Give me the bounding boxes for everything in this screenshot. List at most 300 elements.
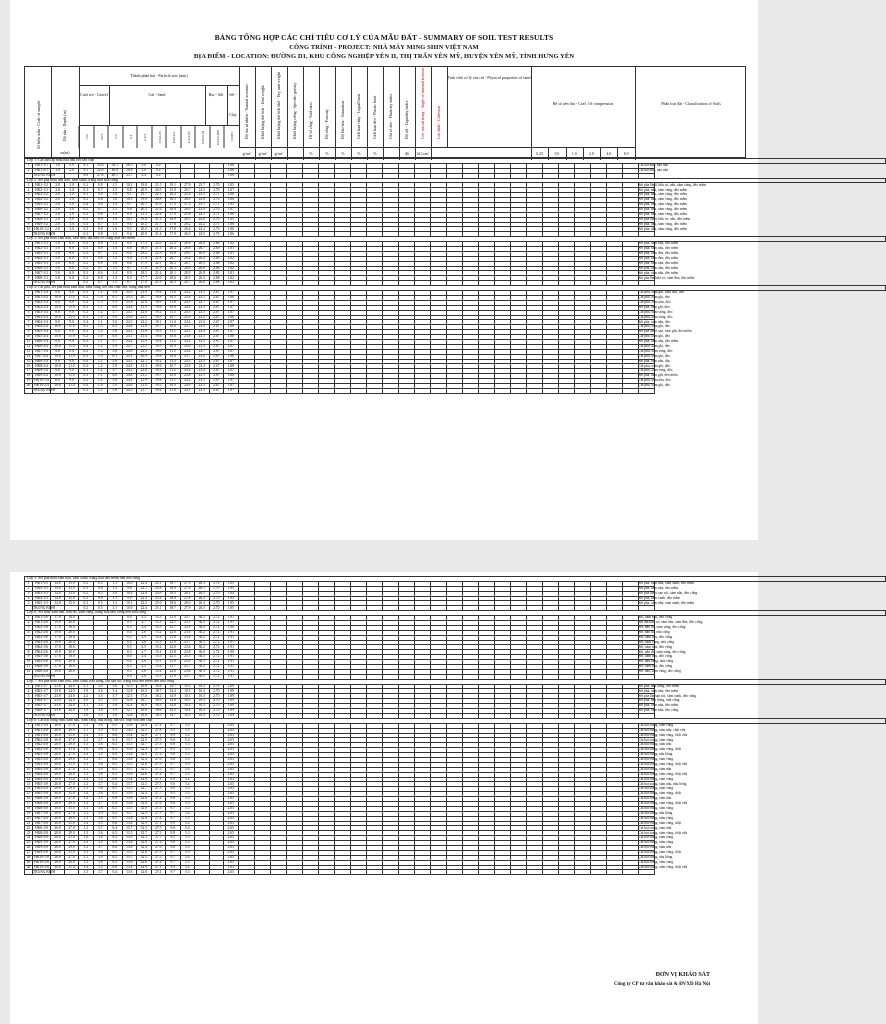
sample-code: HK2-3/8 — [33, 748, 51, 753]
value-cell: 27.4 — [151, 860, 166, 865]
value-cell: 36.2 — [195, 665, 210, 670]
value-cell: 2.67 — [209, 310, 224, 315]
classification-cell: Cát hạt trung, xám vàng — [638, 737, 674, 742]
value-cell: 13.7 — [122, 782, 137, 787]
value-cell: 1.81 — [224, 251, 239, 256]
value-cell: 3.5 — [93, 797, 108, 802]
depth-from: 23.8 — [51, 709, 65, 714]
classification-cell: Sét pha, xám đen, dẻo mềm — [638, 256, 679, 260]
classification-cell: Cát hạt trung, xám vàng, chặt vừa — [638, 801, 688, 806]
value-cell: 13.7 — [122, 738, 137, 743]
value-cell: 5.3 — [180, 850, 195, 855]
value-cell: 0.4 — [79, 383, 94, 388]
value-cell: 2.1 — [79, 704, 94, 709]
value-cell: 2.72 — [209, 655, 224, 660]
value-cell: 1.3 — [93, 300, 108, 305]
value-cell: 1.3 — [79, 816, 94, 821]
value-cell: 26.0 — [180, 207, 195, 212]
depth-from: 5.8 — [51, 271, 65, 276]
value-cell: 0.3 — [79, 256, 94, 261]
size-range-label: 5-2 — [108, 126, 124, 148]
value-cell: 1.4 — [79, 753, 94, 758]
empty-cell — [590, 388, 606, 393]
value-cell: 21.9 — [137, 291, 152, 296]
classification-cell: Cát pha, xám ghi, dẻo — [638, 383, 671, 388]
classification-cell: Cát hạt trung, xám vàng — [638, 776, 674, 781]
value-cell: 23.3 — [195, 388, 210, 393]
value-cell: 21.5 — [151, 227, 166, 232]
value-cell: 2.67 — [209, 364, 224, 369]
depth-to: 15.0 — [65, 596, 79, 601]
value-cell: 0.7 — [93, 281, 108, 286]
value-cell: 32.5 — [137, 826, 152, 831]
value-cell: 2.72 — [209, 665, 224, 670]
project-name: NHÀ MÁY MING SHIN VIỆT NAM — [372, 44, 479, 51]
value-cell: 21.3 — [137, 305, 152, 310]
value-cell: 3.6 — [93, 743, 108, 748]
value-cell: 1.88 — [224, 364, 239, 369]
classification-cell: Sét pha, nâu, xám vàng, dẻo mềm — [638, 226, 688, 231]
value-cell: 1.1 — [93, 374, 108, 379]
value-cell: 22.3 — [151, 251, 166, 256]
value-cell: 13.6 — [122, 860, 137, 865]
value-cell: 3.6 — [93, 860, 108, 865]
value-cell: 5.3 — [180, 743, 195, 748]
value-cell: 22.4 — [137, 581, 152, 586]
row-index: 12 — [25, 669, 33, 674]
depth-to: 3.0 — [65, 217, 79, 222]
value-cell: 13.5 — [122, 743, 137, 748]
value-cell: 3.8 — [93, 836, 108, 841]
value-cell: 25.3 — [122, 295, 137, 300]
value-cell: 28.7 — [180, 281, 195, 286]
value-cell: 10.3 — [180, 713, 195, 718]
row-index: 4 — [25, 256, 33, 261]
value-cell: 1.82 — [224, 281, 239, 286]
value-cell: 26.3 — [195, 606, 210, 611]
depth-from: 28.8 — [51, 772, 65, 777]
value-cell: 13.6 — [122, 816, 137, 821]
value-cell: 32.6 — [137, 797, 152, 802]
value-cell: 21.9 — [166, 640, 181, 645]
value-cell: 1.6 — [108, 198, 123, 203]
value-cell: 1.2 — [79, 826, 94, 831]
depth-to: 11.0 — [65, 305, 79, 310]
value-cell: 24.5 — [195, 188, 210, 193]
value-cell: 14.4 — [166, 689, 181, 694]
value-cell: 20.5 — [137, 207, 152, 212]
value-cell: 0.8 — [93, 227, 108, 232]
section-label: Lớp 6: Sét màu xám nâu, nâu đỏ, xám vàng, trạng thái dẻo cứng đến nửa cứng — [25, 611, 886, 616]
value-cell: 0.2 — [79, 281, 94, 286]
value-cell: 21.4 — [137, 335, 152, 340]
value-cell: 2.70 — [209, 591, 224, 596]
row-index: 30 — [25, 865, 33, 870]
empty-cell — [574, 388, 590, 393]
value-cell: 1.82 — [224, 276, 239, 281]
value-cell: 27.4 — [151, 816, 166, 821]
value-cell: 36.1 — [195, 640, 210, 645]
classification-cell: Sét pha, nâu, xám vàng, dẻo mềm — [638, 207, 688, 212]
value-cell: 27.6 — [151, 845, 166, 850]
value-cell: 3.5 — [93, 733, 108, 738]
value-cell: 1.91 — [224, 669, 239, 674]
header-friction: Góc ma sát trong - Angle of internal friction — [415, 67, 432, 147]
value-cell: 27.7 — [151, 748, 166, 753]
value-cell: 1.86 — [224, 232, 239, 237]
value-cell: 5.8 — [108, 388, 123, 393]
value-cell: 0.5 — [122, 625, 137, 630]
value-cell: 2.65 — [224, 860, 239, 865]
pressure-label: 0.25 — [531, 148, 549, 160]
sample-code: HK6-1/7 — [33, 709, 51, 714]
value-cell: 5.3 — [180, 860, 195, 865]
value-cell: 28.1 — [180, 591, 195, 596]
value-cell: 15.1 — [151, 621, 166, 626]
value-cell: 17.0 — [137, 694, 152, 699]
value-cell: 2.65 — [224, 821, 239, 826]
value-cell: 1.0 — [137, 168, 152, 173]
page-1 — [10, 0, 758, 540]
value-cell: 24.5 — [180, 300, 195, 305]
value-cell: 0.3 — [122, 650, 137, 655]
row-index: 3 — [25, 251, 33, 256]
row-index: 20 — [25, 383, 33, 388]
value-cell: 20.1 — [137, 203, 152, 208]
value-cell: 22.0 — [151, 242, 166, 247]
value-cell: 2.68 — [209, 251, 224, 256]
value-cell: 0.7 — [93, 222, 108, 227]
classification-cell: Sét pha, xám nâu, dẻo mềm — [638, 585, 679, 590]
value-cell: 27.7 — [151, 792, 166, 797]
value-cell: 2.70 — [209, 699, 224, 704]
value-cell: 0.2 — [79, 183, 94, 188]
depth-from: 10.8 — [51, 344, 65, 349]
depth-from: 8.8 — [51, 291, 65, 296]
value-cell: 23.5 — [195, 379, 210, 384]
value-cell: 5.3 — [180, 787, 195, 792]
row-index: 7 — [25, 271, 33, 276]
value-cell: 32.8 — [137, 806, 152, 811]
value-cell: 18.3 — [151, 704, 166, 709]
signature-org: ĐƠN VỊ KHẢO SÁT — [655, 972, 710, 978]
value-cell: 0.3 — [122, 669, 137, 674]
depth-to: 9.0 — [65, 369, 79, 374]
table-row — [25, 388, 886, 393]
value-cell: 9.8 — [166, 841, 181, 846]
value-cell: 1.87 — [224, 305, 239, 310]
depth-to: 3.0 — [65, 183, 79, 188]
value-cell: 1.4 — [108, 203, 123, 208]
depth-from: 26.8 — [51, 738, 65, 743]
value-cell: 17.6 — [137, 256, 152, 261]
value-cell: 13.5 — [122, 762, 137, 767]
value-cell: 22.0 — [166, 669, 181, 674]
value-cell: 21.8 — [166, 635, 181, 640]
value-cell: 16.2 — [195, 709, 210, 714]
value-cell: 13.4 — [122, 777, 137, 782]
value-cell: 23.4 — [195, 369, 210, 374]
value-cell: 36.3 — [195, 655, 210, 660]
sample-code: HK7-1/8 — [33, 811, 51, 816]
depth-to: 9.0 — [65, 330, 79, 335]
value-cell: 2.65 — [224, 870, 239, 875]
value-cell: 26.5 — [195, 276, 210, 281]
empty-cell — [398, 388, 414, 393]
value-cell: 34.1 — [108, 163, 123, 168]
value-cell: 11.0 — [166, 291, 181, 296]
value-cell: 11.3 — [166, 359, 181, 364]
header-plasticity-index: Chỉ số dẻo - Plasticity index — [383, 67, 400, 147]
value-cell: 2.70 — [209, 188, 224, 193]
value-cell: 21.7 — [151, 222, 166, 227]
value-cell: 0.2 — [79, 242, 94, 247]
value-cell: 2.70 — [209, 586, 224, 591]
classification-cell: Cát hạt trung, xám vàng — [638, 815, 674, 820]
value-cell: 21.9 — [166, 616, 181, 621]
value-cell: 15.9 — [166, 188, 181, 193]
value-cell: 3.3 — [93, 694, 108, 699]
row-index: 4 — [25, 305, 33, 310]
value-cell: 28.4 — [180, 256, 195, 261]
depth-from: 10.8 — [51, 305, 65, 310]
value-cell: 2.67 — [209, 315, 224, 320]
classification-cell: Sét pha, nâu, xám vàng, dẻo mềm — [638, 211, 688, 216]
depth-to: 24.0 — [65, 704, 79, 709]
value-cell: 18.4 — [151, 684, 166, 689]
value-cell: 25.4 — [151, 586, 166, 591]
value-cell: 1.87 — [224, 300, 239, 305]
value-cell: 1.5 — [108, 242, 123, 247]
depth-to: 9.0 — [65, 349, 79, 354]
depth-from: 5.8 — [51, 266, 65, 271]
value-cell: 18.8 — [166, 596, 181, 601]
empty-cell — [430, 388, 446, 393]
value-cell: 27.5 — [151, 811, 166, 816]
value-cell: 23.9 — [180, 660, 195, 665]
size-range-label: 0.25-0.1 — [166, 126, 182, 148]
value-cell: 9.7 — [166, 806, 181, 811]
classification-cell: Cát hạt trung, xám vàng, chặt — [638, 850, 681, 855]
classification-cell: Sét pha, xám nâu, dẻo — [638, 358, 671, 363]
value-cell: 11.4 — [166, 320, 181, 325]
depth-from: 8.8 — [51, 369, 65, 374]
depth-to: 29.0 — [65, 772, 79, 777]
depth-from: 30.8 — [51, 792, 65, 797]
row-index: 3 — [25, 733, 33, 738]
value-cell: 18.2 — [151, 694, 166, 699]
depth-to: 20.0 — [65, 660, 79, 665]
unit-label: % — [335, 148, 352, 160]
depth-to: 31.0 — [65, 821, 79, 826]
classification-cell: Cát hạt trung, xám nâu, nâu hồng — [638, 781, 687, 786]
value-cell: 1.89 — [224, 689, 239, 694]
value-cell: 1.91 — [224, 621, 239, 626]
value-cell: 1.88 — [224, 295, 239, 300]
classification-cell: Cát hạt trung, nâu hồng — [638, 752, 673, 757]
classification-cell: Sét pha, xám ghi, dẻo mềm — [638, 373, 678, 378]
classification-cell: Cát hạt nhỏ, nâu nâu — [638, 163, 669, 168]
value-cell: 0.5 — [93, 601, 108, 606]
size-range-label: 0.5-0.25 — [152, 126, 168, 148]
value-cell: 2.5 — [137, 665, 152, 670]
value-cell: 2.68 — [209, 281, 224, 286]
value-cell: 0.2 — [151, 163, 166, 168]
value-cell: 2.6 — [137, 669, 152, 674]
value-cell: 26.7 — [180, 188, 195, 193]
row-index: 28 — [25, 855, 33, 860]
value-cell: 23.7 — [180, 616, 195, 621]
sample-code: HK5-1/5 — [33, 601, 51, 606]
value-cell: 27.4 — [151, 723, 166, 728]
value-cell: 8.5 — [122, 242, 137, 247]
row-index: 1 — [25, 723, 33, 728]
value-cell: 9.6 — [166, 782, 181, 787]
value-cell: 2.6 — [137, 640, 152, 645]
value-cell: 9.8 — [166, 753, 181, 758]
value-cell: 32.7 — [137, 831, 152, 836]
depth-to: 29.0 — [65, 860, 79, 865]
value-cell: 9.6 — [166, 826, 181, 831]
value-cell: 27.5 — [151, 826, 166, 831]
value-cell: 24.2 — [180, 369, 195, 374]
sample-code: HK3-1/8 — [33, 753, 51, 758]
size-range-label: >10 — [79, 126, 95, 148]
row-index: 1 — [25, 291, 33, 296]
value-cell: 20.7 — [137, 295, 152, 300]
empty-cell — [414, 870, 430, 875]
value-cell: 1.87 — [224, 359, 239, 364]
sample-code: HK1-1/3 — [33, 242, 51, 247]
sample-code: HK5-1/3 — [33, 261, 51, 266]
value-cell: 17.6 — [166, 222, 181, 227]
value-cell: 17.7 — [137, 276, 152, 281]
value-cell: 36.2 — [195, 645, 210, 650]
value-cell: 0.7 — [93, 188, 108, 193]
classification-cell: Sét pha lẫn hữu cơ, xám đen, dẻo mềm — [638, 275, 695, 280]
value-cell: 1.3 — [93, 349, 108, 354]
value-cell: 1.2 — [79, 845, 94, 850]
value-cell: 14.5 — [166, 709, 181, 714]
value-cell: 23.1 — [195, 335, 210, 340]
value-cell: 2.68 — [209, 261, 224, 266]
value-cell: 1.1 — [79, 811, 94, 816]
value-cell: 32.9 — [137, 777, 152, 782]
classification-cell: Cát pha, xám ghi, dẻo — [638, 324, 671, 329]
location-line — [10, 53, 758, 60]
depth-to: 11.0 — [65, 344, 79, 349]
value-cell: 6.0 — [108, 374, 123, 379]
sample-code: HK1-1/5 — [33, 581, 51, 586]
value-cell: 23.2 — [195, 315, 210, 320]
value-cell: 12.5 — [122, 684, 137, 689]
classification-cell: Sét pha, nâu, xám vàng, dẻo mềm — [638, 197, 688, 202]
value-cell: 27.3 — [151, 787, 166, 792]
value-cell: 8.8 — [122, 188, 137, 193]
sample-code: HK4-2/8 — [33, 772, 51, 777]
value-cell: 1.5 — [108, 266, 123, 271]
value-cell: 0.6 — [93, 256, 108, 261]
value-cell: 23.7 — [180, 354, 195, 359]
value-cell: 21.8 — [166, 650, 181, 655]
value-cell: 2.67 — [209, 320, 224, 325]
depth-from: 2.8 — [51, 217, 65, 222]
value-cell: 2.67 — [209, 295, 224, 300]
header-specific-gravity: Khối lượng riêng - Specific gravity — [287, 67, 304, 147]
sample-code: TRUNG BÌNH — [33, 388, 56, 393]
empty-cell — [286, 870, 302, 875]
depth-to: 31.0 — [65, 850, 79, 855]
value-cell: 3.5 — [93, 699, 108, 704]
value-cell: 5.6 — [108, 713, 123, 718]
value-cell: 1.86 — [224, 198, 239, 203]
value-cell: 21.1 — [137, 212, 152, 217]
depth-from: 28.8 — [51, 743, 65, 748]
value-cell: 21.9 — [166, 674, 181, 679]
value-cell: 0.2 — [79, 261, 94, 266]
depth-from: 17.8 — [51, 645, 65, 650]
value-cell: 19.7 — [151, 325, 166, 330]
value-cell: 1.87 — [224, 291, 239, 296]
value-cell: 0.6 — [93, 596, 108, 601]
sample-code: HK5-2/8 — [33, 787, 51, 792]
value-cell: 24.7 — [122, 344, 137, 349]
value-cell: 23.5 — [195, 193, 210, 198]
classification-cell — [638, 870, 654, 875]
value-cell: 28.5 — [180, 276, 195, 281]
value-cell: 19.0 — [151, 349, 166, 354]
table-row — [25, 870, 886, 875]
classification-cell: Sét pha, nâu, xám vàng, dẻo mềm — [638, 221, 688, 226]
value-cell: 0.3 — [79, 354, 94, 359]
value-cell: 22.1 — [151, 193, 166, 198]
value-cell: 22.4 — [151, 212, 166, 217]
value-cell: 3.5 — [93, 753, 108, 758]
depth-from: 28.8 — [51, 831, 65, 836]
value-cell: 15.4 — [151, 650, 166, 655]
value-cell: 1.0 — [108, 591, 123, 596]
depth-from: 5.8 — [51, 247, 65, 252]
classification-cell: Sét pha lẫn sạn sỏi, xám xanh, dẻo cứng — [638, 693, 697, 698]
value-cell: 27.2 — [151, 841, 166, 846]
value-cell: 2.70 — [209, 581, 224, 586]
classification-cell: Cát hạt trung, xám vàng, chặt — [638, 820, 681, 825]
value-cell: 2.72 — [209, 640, 224, 645]
value-cell: 28.8 — [180, 247, 195, 252]
value-cell: 5.3 — [180, 801, 195, 806]
value-cell: 21.9 — [151, 281, 166, 286]
depth-to: 2.0 — [65, 168, 79, 173]
classification-cell: Sét, xám vàng, nửa cứng — [638, 639, 675, 644]
value-cell: 13.4 — [122, 733, 137, 738]
value-cell: 2.70 — [209, 217, 224, 222]
value-cell: 11.1 — [166, 379, 181, 384]
depth-to: 9.0 — [65, 300, 79, 305]
sample-code: HK3-1/4 — [33, 310, 51, 315]
value-cell: 1.5 — [108, 188, 123, 193]
section-label: Lớp 8: Cát hạt trung màu xám nâu, xám vàng, nâu hồng, lẫn sỏi, chặt vừa đến chặt — [25, 718, 886, 723]
value-cell: 2.65 — [224, 797, 239, 802]
value-cell: 0.4 — [122, 640, 137, 645]
value-cell: 24.2 — [180, 339, 195, 344]
value-cell: 1.4 — [79, 733, 94, 738]
value-cell: 9.8 — [166, 743, 181, 748]
value-cell: 0.3 — [79, 315, 94, 320]
value-cell: 22.3 — [137, 596, 152, 601]
sample-code: HK8-1/4 — [33, 359, 51, 364]
value-cell: 13.5 — [122, 787, 137, 792]
sample-code: HK9-1/8 — [33, 841, 51, 846]
